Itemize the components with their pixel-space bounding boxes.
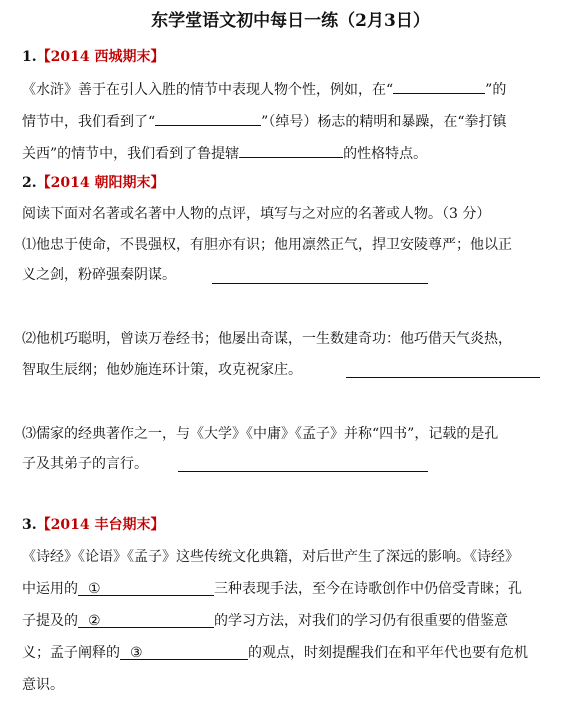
q1-text: 情节中，我们看到了“: [22, 114, 156, 130]
q3-blank-2-number: ②: [88, 613, 101, 629]
q3-blank-3-number: ③: [130, 645, 143, 661]
q1-line-2: [22, 110, 507, 131]
q1-text: 关西”的情节中，我们看到了鲁提辖: [22, 146, 240, 162]
q3-line-4: [22, 644, 528, 662]
q2-answer-blank-3[interactable]: [178, 471, 428, 472]
q2-intro: 阅读下面对名著或名著中人物的点评，填写与之对应的名著或人物。（3 分）: [22, 206, 491, 222]
q2-source-tag: 【2014 朝阳期末】: [36, 175, 165, 191]
q1-text: 的性格特点。: [343, 146, 428, 162]
q2-item-3-line-2: 子及其弟子的言行。: [22, 456, 148, 472]
page-title: 东学堂语文初中每日一练（2月3日）: [151, 11, 430, 31]
q2-item-1-line-1: ⑴他忠于使命，不畏强权，有胆亦有识；他用凛然正气，捍卫安陵尊严；他以正: [22, 237, 512, 253]
q3-text: 三种表现手法，至今在诗歌创作中仍倍受青睐；孔: [214, 581, 522, 597]
q2-item-1-line-2: 义之剑，粉碎强秦阴谋。: [22, 267, 176, 283]
q1-blank-2[interactable]: [155, 110, 261, 126]
q3-blank-2[interactable]: [78, 612, 214, 628]
q2-item-2-line-1: ⑵他机巧聪明，曾读万卷经书；他屡出奇谋，一生数建奇功：他巧借天气炎热，: [22, 331, 512, 347]
q3-blank-1-number: ①: [88, 581, 101, 597]
q1-text: ”的: [485, 82, 507, 98]
q1-blank-3[interactable]: [239, 142, 343, 158]
q3-source-tag: 【2014 丰台期末】: [36, 517, 165, 533]
q1-heading: [22, 48, 164, 66]
q3-line-1: 《诗经》《论语》《孟子》这些传统文化典籍，对后世产生了深远的影响。《诗经》: [22, 549, 519, 565]
q2-item-3-line-1: ⑶儒家的经典著作之一，与《大学》《中庸》《孟子》并称“四书”，记载的是孔: [22, 426, 499, 442]
q1-text: ”（绰号）杨志的精明和暴躁，在“拳打镇: [261, 114, 507, 130]
q3-text: 中运用的: [22, 581, 78, 597]
q3-text: 义；孟子阐释的: [22, 645, 120, 661]
q1-line-1: [22, 78, 506, 99]
q3-number: 3.: [22, 517, 37, 533]
q1-line-3: [22, 142, 427, 163]
q2-item-2-line-2: 智取生辰纲；他妙施连环计策，攻克祝家庄。: [22, 362, 302, 378]
q3-text: 子提及的: [22, 613, 78, 629]
q3-line-5: 意识。: [22, 677, 64, 693]
q3-blank-1[interactable]: [78, 580, 214, 596]
q1-source-tag: 【2014 西城期末】: [36, 49, 165, 65]
q2-heading: [22, 174, 164, 192]
q1-text: 《水浒》善于在引人入胜的情节中表现人物个性，例如，在“: [22, 82, 394, 98]
q3-line-3: [22, 612, 508, 630]
q2-number: 2.: [22, 175, 37, 191]
q3-line-2: [22, 580, 522, 598]
q3-blank-3[interactable]: [120, 644, 248, 660]
q2-answer-blank-2[interactable]: [346, 377, 540, 378]
q3-text: 的学习方法，对我们的学习仍有很重要的借鉴意: [214, 613, 508, 629]
q2-answer-blank-1[interactable]: [212, 283, 428, 284]
q1-blank-1[interactable]: [393, 78, 485, 94]
q3-heading: [22, 516, 164, 534]
q1-number: 1.: [22, 49, 37, 65]
q3-text: 的观点，时刻提醒我们在和平年代也要有危机: [248, 645, 528, 661]
